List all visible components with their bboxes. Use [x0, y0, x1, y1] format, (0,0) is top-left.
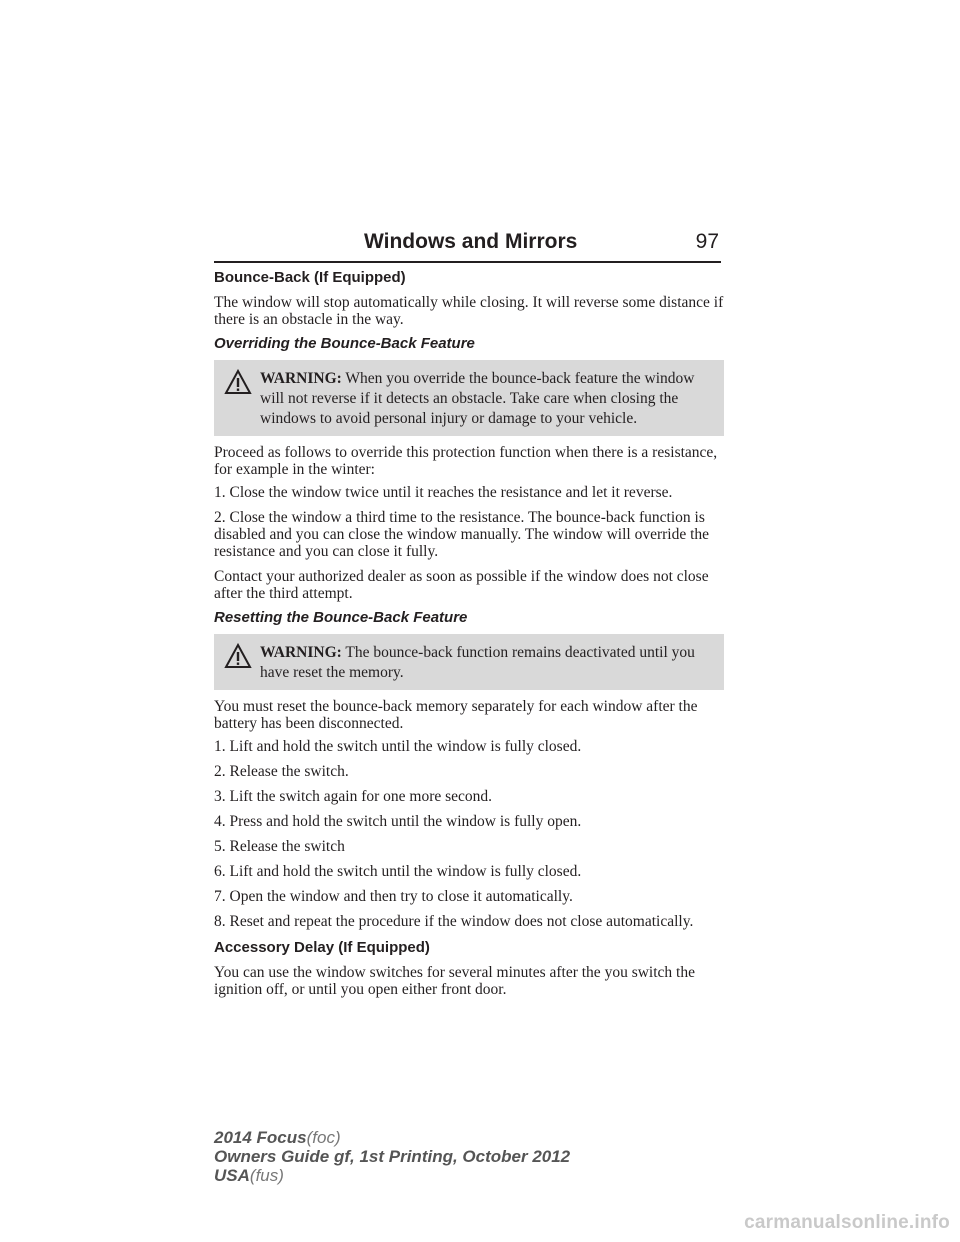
warning-label: WARNING: — [260, 370, 342, 387]
page-content — [214, 268, 724, 1004]
warning-text: The bounce-back function remains deactivated until you have reset the memory. — [260, 644, 695, 681]
resetting-step-2: 2. Release the switch. — [214, 763, 349, 780]
accessory-delay-text: You can use the window switches for several minutes after the you switch the ignition off, or until you open either front door. — [214, 964, 695, 998]
resetting-step-3: 3. Lift the switch again for one more second. — [214, 788, 493, 805]
footer-model: 2014 Focus — [214, 1128, 307, 1147]
warning-text: When you override the bounce-back feature the window will not reverse if it detects an obstacle. Take care when closing the windows to avoid personal injury or damage to your vehicle. — [260, 370, 695, 427]
heading-overriding: Overriding the Bounce-Back Feature — [214, 335, 475, 352]
resetting-step-5: 5. Release the switch — [214, 838, 345, 855]
heading-resetting: Resetting the Bounce-Back Feature — [214, 609, 468, 626]
watermark: carmanualsonline.info — [744, 1212, 950, 1233]
footer-region: USA — [214, 1166, 250, 1185]
warning-triangle-icon — [224, 643, 252, 669]
warning-label: WARNING: — [260, 644, 342, 661]
bounce-back-text: The window will stop automatically while closing. It will reverse some distance if there is an obstacle in the way. — [214, 294, 724, 328]
header-divider — [214, 261, 721, 263]
resetting-step-8: 8. Reset and repeat the procedure if the window does not close automatically. — [214, 913, 694, 930]
warning-triangle-icon — [224, 369, 252, 395]
warning-box-overriding — [214, 360, 724, 436]
footer-guide: Owners Guide gf, 1st Printing, October 2012 — [214, 1147, 571, 1166]
resetting-step-6: 6. Lift and hold the switch until the window is fully closed. — [214, 863, 582, 880]
overriding-intro: Proceed as follows to override this protection function when there is a resistance, for example in the winter: — [214, 444, 718, 478]
resetting-step-4: 4. Press and hold the switch until the window is fully open. — [214, 813, 582, 830]
page-footer — [214, 1128, 570, 1185]
heading-bounce-back: Bounce-Back (If Equipped) — [214, 269, 406, 286]
page-number: 97 — [695, 230, 719, 253]
resetting-intro: You must reset the bounce-back memory separately for each window after the battery has been disconnected. — [214, 698, 698, 732]
page-header — [214, 230, 721, 260]
section-title: Windows and Mirrors — [364, 230, 578, 253]
footer-region-code: (fus) — [249, 1166, 284, 1185]
footer-model-code: (foc) — [306, 1128, 341, 1147]
resetting-step-7: 7. Open the window and then try to close it automatically. — [214, 888, 573, 905]
overriding-step-2: 2. Close the window a third time to the resistance. The bounce-back function is disabled and you can close the window manually. The window will override the resistance and you can close it fully. — [214, 509, 710, 560]
heading-accessory-delay: Accessory Delay (If Equipped) — [214, 939, 430, 956]
resetting-step-1: 1. Lift and hold the switch until the window is fully closed. — [214, 738, 582, 755]
warning-box-resetting — [214, 634, 724, 690]
overriding-contact: Contact your authorized dealer as soon as possible if the window does not close after the third attempt. — [214, 568, 709, 602]
overriding-step-1: 1. Close the window twice until it reaches the resistance and let it reverse. — [214, 484, 673, 501]
